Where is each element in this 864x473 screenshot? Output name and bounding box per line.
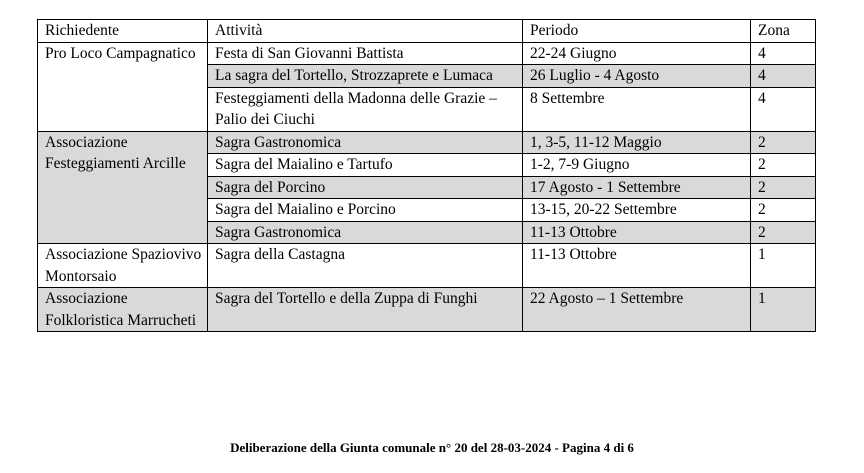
period-cell: 1-2, 7-9 Giugno <box>523 154 751 177</box>
activity-cell: La sagra del Tortello, Strozzaprete e Lumaca <box>208 65 523 88</box>
table-row <box>38 244 816 288</box>
period-cell: 26 Luglio - 4 Agosto <box>523 65 751 88</box>
zone-cell: 2 <box>751 199 816 222</box>
zone-cell: 1 <box>751 288 816 332</box>
requester-cell: Associazione Spaziovivo Montorsaio <box>38 244 208 288</box>
zone-cell: 2 <box>751 154 816 177</box>
period-cell: 1, 3-5, 11-12 Maggio <box>523 131 751 154</box>
table-row <box>38 288 816 332</box>
zone-cell: 4 <box>751 42 816 65</box>
header-richiedente: Richiedente <box>38 20 208 43</box>
table-header-row <box>38 20 816 43</box>
period-cell: 13-15, 20-22 Settembre <box>523 199 751 222</box>
period-cell: 11-13 Ottobre <box>523 244 751 288</box>
activity-cell: Sagra Gastronomica <box>208 131 523 154</box>
period-cell: 11-13 Ottobre <box>523 221 751 244</box>
activity-cell: Sagra della Castagna <box>208 244 523 288</box>
page-footer: Deliberazione della Giunta comunale n° 20 del 28-03-2024 - Pagina 4 di 6 <box>230 440 634 455</box>
events-table <box>37 19 816 332</box>
period-cell: 22 Agosto – 1 Settembre <box>523 288 751 332</box>
activity-cell: Festeggiamenti della Madonna delle Grazie – Palio dei Ciuchi <box>208 87 523 131</box>
zone-cell: 2 <box>751 176 816 199</box>
table-row <box>38 42 816 65</box>
activity-cell: Festa di San Giovanni Battista <box>208 42 523 65</box>
requester-cell: Pro Loco Campagnatico <box>38 42 208 131</box>
period-cell: 17 Agosto - 1 Settembre <box>523 176 751 199</box>
zone-cell: 2 <box>751 221 816 244</box>
zone-cell: 4 <box>751 87 816 131</box>
activity-cell: Sagra del Maialino e Porcino <box>208 199 523 222</box>
activity-cell: Sagra del Porcino <box>208 176 523 199</box>
activity-cell: Sagra Gastronomica <box>208 221 523 244</box>
activity-cell: Sagra del Maialino e Tartufo <box>208 154 523 177</box>
requester-cell: Associazione Festeggiamenti Arcille <box>38 131 208 244</box>
period-cell: 22-24 Giugno <box>523 42 751 65</box>
header-attivita: Attività <box>208 20 523 43</box>
header-periodo: Periodo <box>523 20 751 43</box>
table-row <box>38 131 816 154</box>
period-cell: 8 Settembre <box>523 87 751 131</box>
activity-cell: Sagra del Tortello e della Zuppa di Funghi <box>208 288 523 332</box>
requester-cell: Associazione Folkloristica Marrucheti <box>38 288 208 332</box>
zone-cell: 1 <box>751 244 816 288</box>
zone-cell: 2 <box>751 131 816 154</box>
header-zona: Zona <box>751 20 816 43</box>
zone-cell: 4 <box>751 65 816 88</box>
